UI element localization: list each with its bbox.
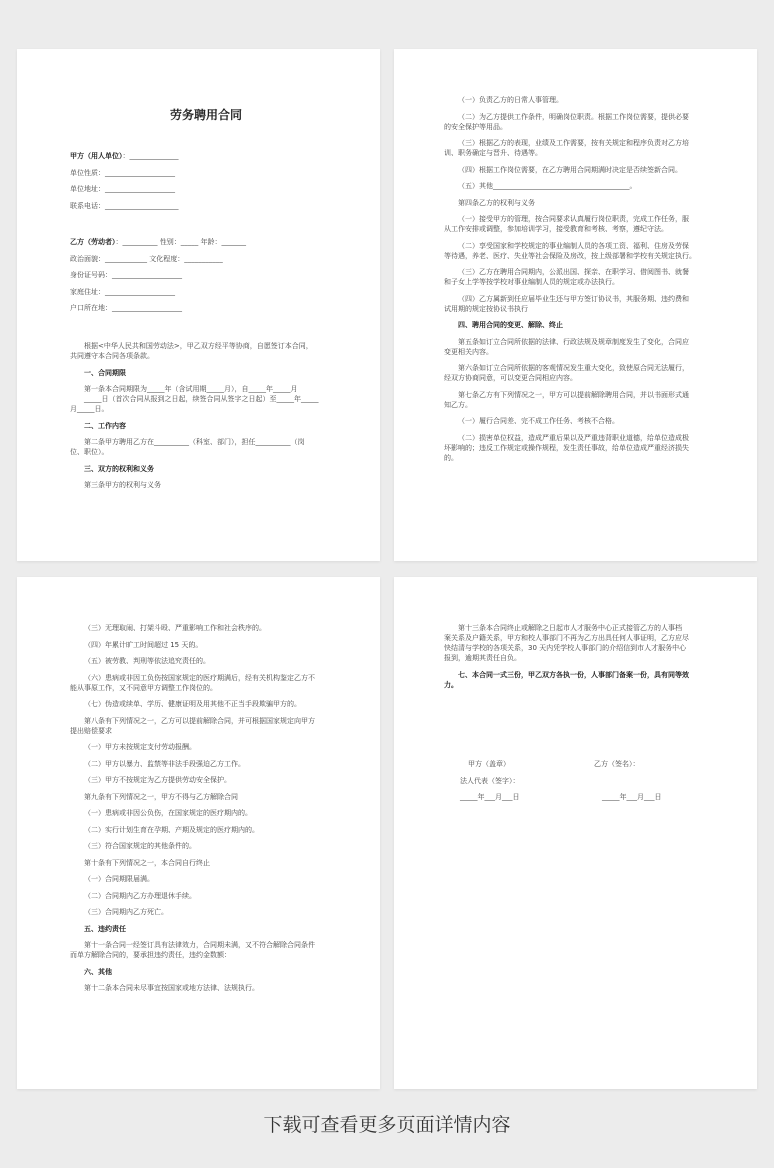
body-line: 试用期的规定按协议书执行 [444,304,528,313]
more-pages-footer: 下载可查看更多页面详情内容 [263,1114,511,1136]
body-line: （三）符合国家规定的其他条件的。 [84,842,196,850]
body-line: 第五条如订立合同所依据的法律、行政法规及规章制度发生了变化，合同应 [458,337,689,346]
body-line: （三）乙方在聘用合同期内，公派出国、探亲、在职学习、借阅图书、就餐 [458,268,689,276]
body-line: 月_____日。 [70,405,109,413]
body-line: 第十条有下列情况之一，本合同自行终止 [84,858,210,867]
body-line: 而单方解除合同的，要承担违约责任，违约金数额： [70,951,231,959]
body-line: 案关系及户籍关系，甲方和校人事部门不再为乙方出具任何人事证明，乙方应尽 [444,634,689,642]
body-line: 的安全保护等用品。 [444,122,507,131]
body-line: （六）患病或非因工负伤按国家规定的医疗期满后，经有关机构鉴定乙方不 [84,673,315,682]
section-heading: 七、本合同一式三份，甲乙双方各执一份，人事部门备案一份，具有同等效 [458,670,689,679]
party-a-block [70,151,342,211]
body-line: （二）实行计划生育在孕期、产期及规定的医疗期内的。 [84,825,259,834]
body-line: （一）履行合同差、完不成工作任务、考核不合格。 [458,417,619,425]
body-line: 第二条甲方聘用乙方在__________（科室、部门），担任__________（岗 [84,438,305,446]
contract-page-3 [17,577,380,1089]
body-line: 第六条如订立合同所依据的客观情况发生重大变化，致使原合同无法履行， [458,364,689,372]
body-line: 经双方协商同意，可以变更合同相应内容。 [444,374,577,382]
body-line: 第十二条本合同未尽事宜按国家或地方法律、法规执行。 [84,984,259,992]
body-line: 能从事原工作，又不同意甲方调整工作岗位的。 [70,683,217,692]
body-line: 坏影响的；违反工作规定或操作规程，发生责任事故，给单位造成严重经济损失 [444,443,689,452]
body-line: 第四条乙方的权利与义务 [458,198,535,207]
body-line: 训、职务确定与晋升、待遇等。 [444,149,542,157]
signature-row [444,759,717,769]
body-line: （一）合同期限届满。 [84,875,154,883]
body-line: （二）损害单位权益，造成严重后果以及严重违背职业道德，给单位造成极 [458,433,689,442]
signature-block [444,759,717,802]
party-b-field: 身份证号码：____________________ [70,271,182,279]
contract-page-2 [394,49,757,561]
contract-page-4 [394,577,757,1089]
body-line: （四）年累计旷工时间超过 15 天的。 [84,640,203,649]
body-line: 位、职位）。 [70,448,109,456]
body-line: 知乙方。 [444,400,472,409]
body-line: （一）患病或非因公负伤，在国家规定的医疗期内的。 [84,809,252,817]
party-a-line [70,151,342,161]
section-heading: 二、工作内容 [84,421,126,430]
body-line: （一）负责乙方的日常人事管理。 [458,96,563,104]
legal-rep-label: 法人代表（签字）： [460,776,520,785]
body-line: 的。 [444,453,458,462]
body-line: 第九条有下列情况之一，甲方不得与乙方解除合同 [84,792,238,801]
party-a-date: _____年___月___日 [460,793,520,801]
body-line: （二）合同期内乙方办理退休手续。 [84,891,196,900]
body-line: （一）接受甲方的管理，按合同要求认真履行岗位职责，完成工作任务，服 [458,215,689,223]
body-line: 和子女上学等按学校对事业编制人员的规定或办法执行。 [444,278,619,286]
body-line: （五）其他_______________________________________。 [458,182,637,190]
body-line: 提出赔偿要求 [70,726,112,735]
legal-rep-row [444,776,717,786]
section-heading: 四、聘用合同的变更、解除、终止 [458,321,563,329]
body-line: 第十三条本合同终止或解除之日起市人才服务中心正式接管乙方的人事档 [458,624,682,632]
party-a-label: 甲方（用人单位） [70,152,123,160]
page-3-body [70,623,342,993]
body-line: _____日（首次合同从报到之日起，续签合同从签字之日起）至_____年_____ [84,395,319,403]
section-heading: 五、违约责任 [84,924,126,933]
body-line: （二）甲方以暴力、监禁等非法手段强迫乙方工作。 [84,759,245,768]
body-line: 从工作安排或调整，参加培训学习，接受教育和考核、考察，遵纪守法。 [444,225,668,233]
date-row [444,792,717,802]
party-b-date: _____年___月___日 [602,793,662,801]
party-b-block [70,237,342,313]
body-line: （二）为乙方提供工作条件，明确岗位职责。根据工作岗位需要，提供必要 [458,112,689,121]
party-b-field: 家庭住址：____________________ [70,287,175,296]
section-heading: 六、其他 [84,967,112,976]
party-a-name-blank: ：______________ [122,152,179,160]
party-b-line [70,237,342,247]
body-line: 第一条本合同期限为_____年（含试用期_____月），自_____年_____月 [84,385,298,393]
body-line: （三）无理取闹、打架斗殴、严重影响工作和社会秩序的。 [84,624,266,632]
party-b-sign-label: 乙方（签名）： [594,760,640,768]
party-b-field: 政治面貌：____________ 文化程度：___________ [70,254,223,263]
body-line: （五）被劳教、判刑等依法追究责任的。 [84,657,210,665]
party-a-field: 单位地址：____________________ [70,185,175,193]
body-line: 第十一条合同一经签订具有法律效力，合同期未满，又不符合解除合同条件 [84,941,315,949]
body-line: （七）伪造或续单、学历、健康证明及用其他不正当手段欺骗甲方的。 [84,700,301,708]
body-line: 快结清与学校的各项关系，30 天内凭学校人事部门的介绍信到市人才服务中心 [444,644,687,652]
body-line: （二）享受国家和学校规定的事业编制人员的各项工资、福利、住房及劳保 [458,241,689,250]
body-line: （四）根据工作岗位需要，在乙方聘用合同期满时决定是否续签新合同。 [458,165,682,174]
body-line: （四）乙方属新到任应届毕业生还与甲方签订协议书，其服务期、违约费和 [458,294,689,303]
party-b-label: 乙方（劳动者） [70,238,116,246]
party-b-field: 户口所在地：____________________ [70,304,182,312]
contract-title: 劳务聘用合同 [169,108,242,122]
body-line: （一）甲方未按规定支付劳动报酬。 [84,743,196,751]
body-line: （三）合同期内乙方死亡。 [84,908,168,916]
body-line: 共同遵守本合同各项条款。 [70,352,154,360]
party-a-field: 联系电话：_____________________ [70,201,179,210]
page-1-body [70,341,342,490]
body-line: 报到，逾期其责任自负。 [444,654,521,662]
section-heading: 三、双方的权利和义务 [84,464,154,473]
body-line: （三）甲方不按规定为乙方提供劳动安全保护。 [84,776,231,784]
body-line: （三）根据乙方的表现，业绩及工作需要，按有关规定和程序负责对乙方培 [458,139,689,147]
contract-page-1 [17,49,380,561]
party-a-seal-label: 甲方（盖章） [468,760,510,768]
party-b-name-blank: ：__________ 性别：_____ 年龄：_______ [115,238,246,246]
body-line: 第三条甲方的权利与义务 [84,481,161,489]
page-4-body [444,623,717,690]
body-line: 根据<中华人民共和国劳动法>，甲乙双方经平等协商，自愿签订本合同， [84,342,313,350]
body-line: 变更相关内容。 [444,347,493,356]
section-heading: 一、合同期限 [84,368,126,377]
party-a-field: 单位性质：____________________ [70,168,175,177]
body-line: 第八条有下列情况之一，乙方可以提前解除合同，并可根据国家规定向甲方 [84,716,315,725]
body-line: 第七条乙方有下列情况之一，甲方可以提前解除聘用合同，并以书面形式通 [458,390,689,399]
body-line: 等待遇，养老、医疗、失业等社会保险及房改，按上级部署和学校有关规定执行。 [444,251,696,260]
section-heading: 力。 [444,680,458,689]
page-2-body [444,95,717,463]
